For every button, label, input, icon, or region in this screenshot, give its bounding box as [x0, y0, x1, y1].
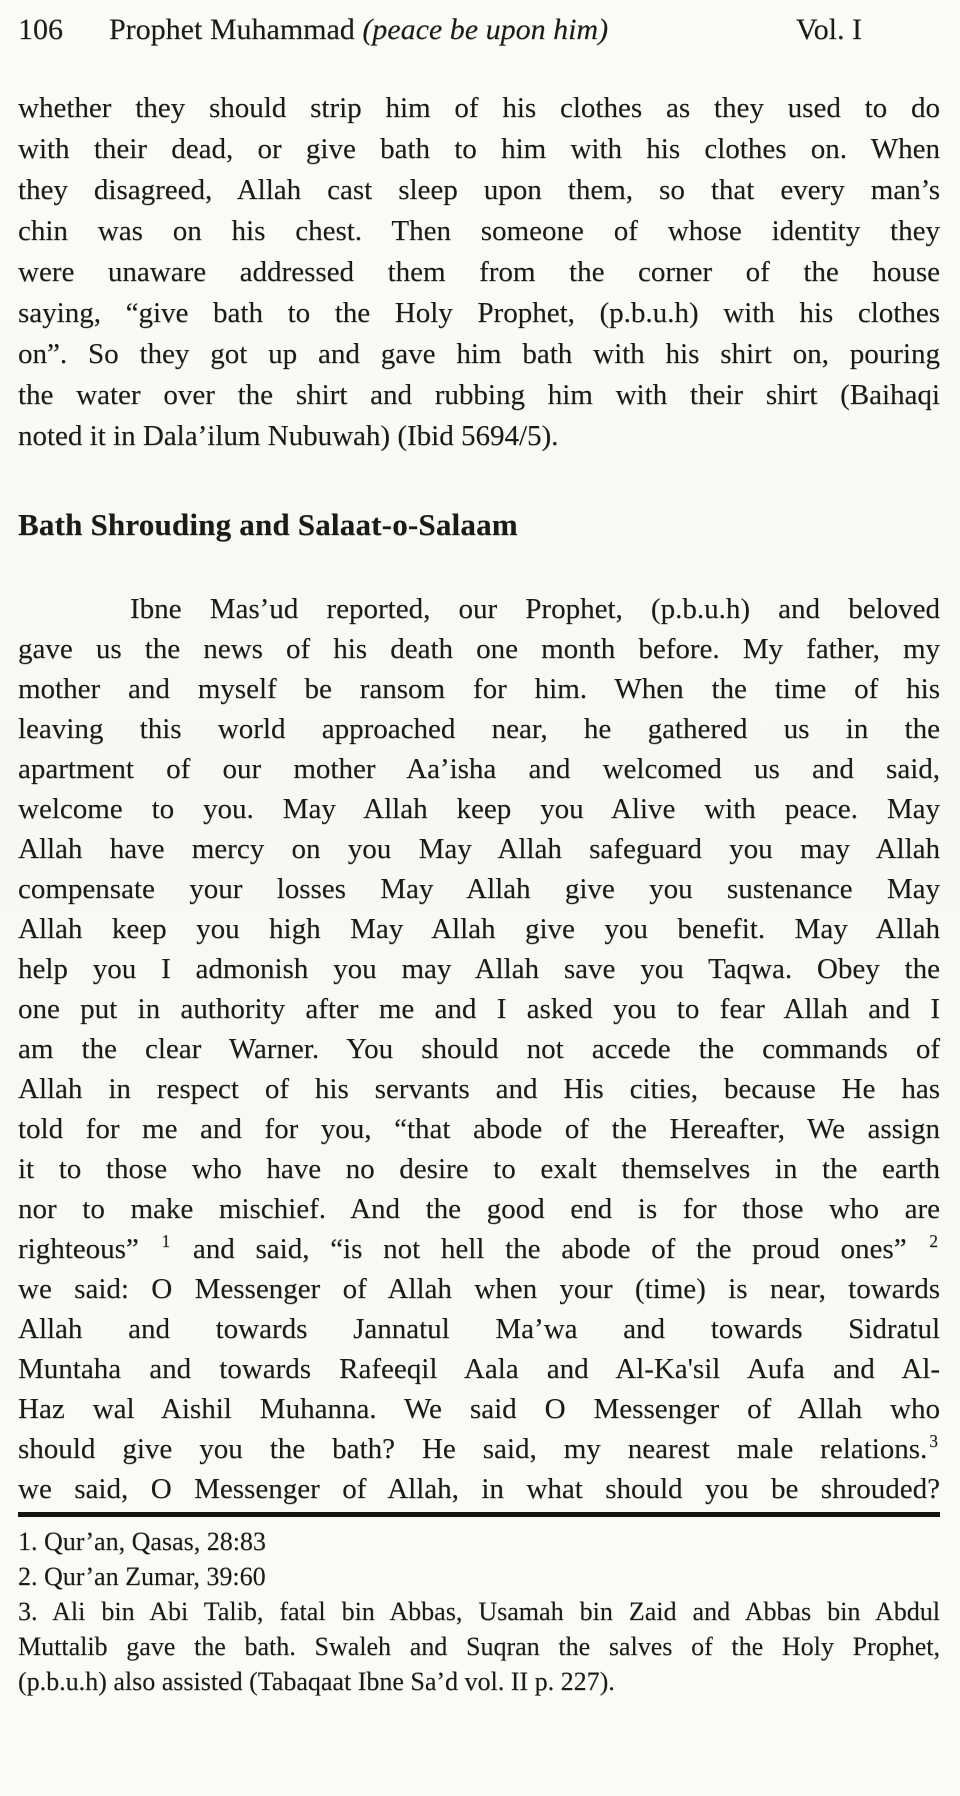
text-segment: we said, O Messenger of Allah, in what should you be shrouded? — [18, 1473, 940, 1505]
running-title — [109, 10, 608, 50]
text-segment: apartment of our mother Aa’isha and welcomed us and said, — [18, 753, 940, 785]
text-segment: Allah keep you high May Allah give you benefit. May Allah — [18, 913, 940, 945]
text-line — [18, 949, 940, 989]
text-segment: help you I admonish you may Allah save you Taqwa. Obey the — [18, 953, 940, 985]
text-line — [18, 789, 940, 829]
footnote-divider — [18, 1512, 940, 1517]
text-line — [18, 1229, 940, 1269]
text-segment: noted it in Dala’ilum Nubuwah) (Ibid 5694/5). — [18, 420, 559, 452]
footnote-line — [18, 1664, 940, 1699]
text-segment: on”. So they got up and gave him bath with his shirt on, pouring — [18, 338, 940, 370]
text-line — [18, 170, 940, 211]
text-segment: Muttalib gave the bath. Swaleh and Suqran the salves of the Holy Prophet, — [18, 1632, 940, 1661]
text-segment: am the clear Warner. You should not accede the commands of — [18, 1033, 940, 1065]
footnote-ref: 1 — [161, 1231, 171, 1252]
text-line — [18, 1069, 940, 1109]
text-segment: were unaware addressed them from the corner of the house — [18, 256, 940, 288]
text-segment: welcome to you. May Allah keep you Alive with peace. May — [18, 793, 940, 825]
text-segment: told for me and for you, “that abode of the Hereafter, We assign — [18, 1113, 940, 1145]
footnote-ref: 3 — [929, 1431, 938, 1452]
text-line — [18, 989, 940, 1029]
text-line — [18, 334, 940, 375]
text-segment: (p.b.u.h) also assisted (Tabaqaat Ibne Sa’d vol. II p. 227). — [18, 1667, 615, 1696]
page-header — [18, 10, 940, 50]
text-line — [18, 211, 940, 252]
running-title-italic: (peace be upon him) — [362, 13, 609, 46]
text-segment: Allah have mercy on you May Allah safeguard you may Allah — [18, 833, 940, 865]
text-line — [18, 375, 940, 416]
text-segment: Allah in respect of his servants and His cities, because He has — [18, 1073, 940, 1105]
footnote-ref: 2 — [929, 1231, 938, 1252]
text-segment: 3. Ali bin Abi Talib, fatal bin Abbas, Usamah bin Zaid and Abbas bin Abdul — [18, 1597, 940, 1626]
text-line — [18, 1429, 940, 1469]
text-line — [18, 749, 940, 789]
text-line — [18, 629, 940, 669]
footnote-line — [18, 1629, 940, 1664]
text-segment: nor to make mischief. And the good end is for those who are — [18, 1193, 940, 1225]
text-segment: Haz wal Aishil Muhanna. We said O Messenger of Allah who — [18, 1393, 940, 1425]
running-title-text: Prophet Muhammad — [109, 13, 363, 46]
page-number: 106 — [18, 13, 63, 46]
text-segment: they disagreed, Allah cast sleep upon them, so that every man’s — [18, 174, 940, 206]
text-line — [18, 88, 940, 129]
footnote-line — [18, 1594, 940, 1629]
text-line — [18, 416, 940, 457]
text-line — [18, 1269, 940, 1309]
text-line — [18, 869, 940, 909]
text-line — [18, 1149, 940, 1189]
text-line — [18, 709, 940, 749]
text-segment: whether they should strip him of his clothes as they used to do — [18, 92, 940, 124]
text-segment: saying, “give bath to the Holy Prophet, (p.b.u.h) with his clothes — [18, 297, 940, 329]
text-segment: with their dead, or give bath to him with his clothes on. When — [18, 133, 940, 165]
footnote-line — [18, 1524, 940, 1559]
text-segment: Muntaha and towards Rafeeqil Aala and Al-Ka'sil Aufa and Al- — [18, 1353, 940, 1385]
text-line — [18, 252, 940, 293]
text-segment: righteous” — [18, 1233, 160, 1265]
text-segment: mother and myself be ransom for him. When the time of his — [18, 673, 940, 705]
text-line — [18, 1029, 940, 1069]
text-segment: compensate your losses May Allah give you sustenance May — [18, 873, 940, 905]
text-segment: one put in authority after me and I asked you to fear Allah and I — [18, 993, 940, 1025]
footnotes — [18, 1524, 940, 1699]
text-segment: leaving this world approached near, he gathered us in the — [18, 713, 940, 745]
text-segment: chin was on his chest. Then someone of whose identity they — [18, 215, 940, 247]
text-segment: we said: O Messenger of Allah when your (time) is near, towards — [18, 1273, 940, 1305]
text-line — [18, 293, 940, 334]
text-line — [18, 1109, 940, 1149]
text-segment: 1. Qur’an, Qasas, 28:83 — [18, 1527, 266, 1556]
text-line — [18, 1309, 940, 1349]
text-line — [18, 589, 940, 629]
text-line — [18, 129, 940, 170]
text-segment: Allah and towards Jannatul Ma’wa and towards Sidratul — [18, 1313, 940, 1345]
section-paragraph — [18, 589, 940, 1509]
text-line — [18, 909, 940, 949]
text-segment: 2. Qur’an Zumar, 39:60 — [18, 1562, 266, 1591]
text-line — [18, 1189, 940, 1229]
section-heading: Bath Shrouding and Salaat-o-Salaam — [18, 507, 518, 542]
text-segment: and said, “is not hell the abode of the proud ones” — [172, 1233, 928, 1265]
footnote-line — [18, 1559, 940, 1594]
text-segment: gave us the news of his death one month before. My father, my — [18, 633, 940, 665]
text-line — [18, 829, 940, 869]
text-segment: it to those who have no desire to exalt themselves in the earth — [18, 1153, 940, 1185]
text-line — [18, 1469, 940, 1509]
paragraph-continuation — [18, 88, 940, 457]
text-line — [18, 1389, 940, 1429]
text-segment: the water over the shirt and rubbing him with their shirt (Baihaqi — [18, 379, 940, 411]
text-segment: Ibne Mas’ud reported, our Prophet, (p.b.u.h) and beloved — [130, 593, 940, 625]
text-line — [18, 1349, 940, 1389]
text-line — [18, 669, 940, 709]
text-segment: should give you the bath? He said, my nearest male relations. — [18, 1433, 928, 1465]
volume-label: Vol. I — [795, 13, 862, 46]
